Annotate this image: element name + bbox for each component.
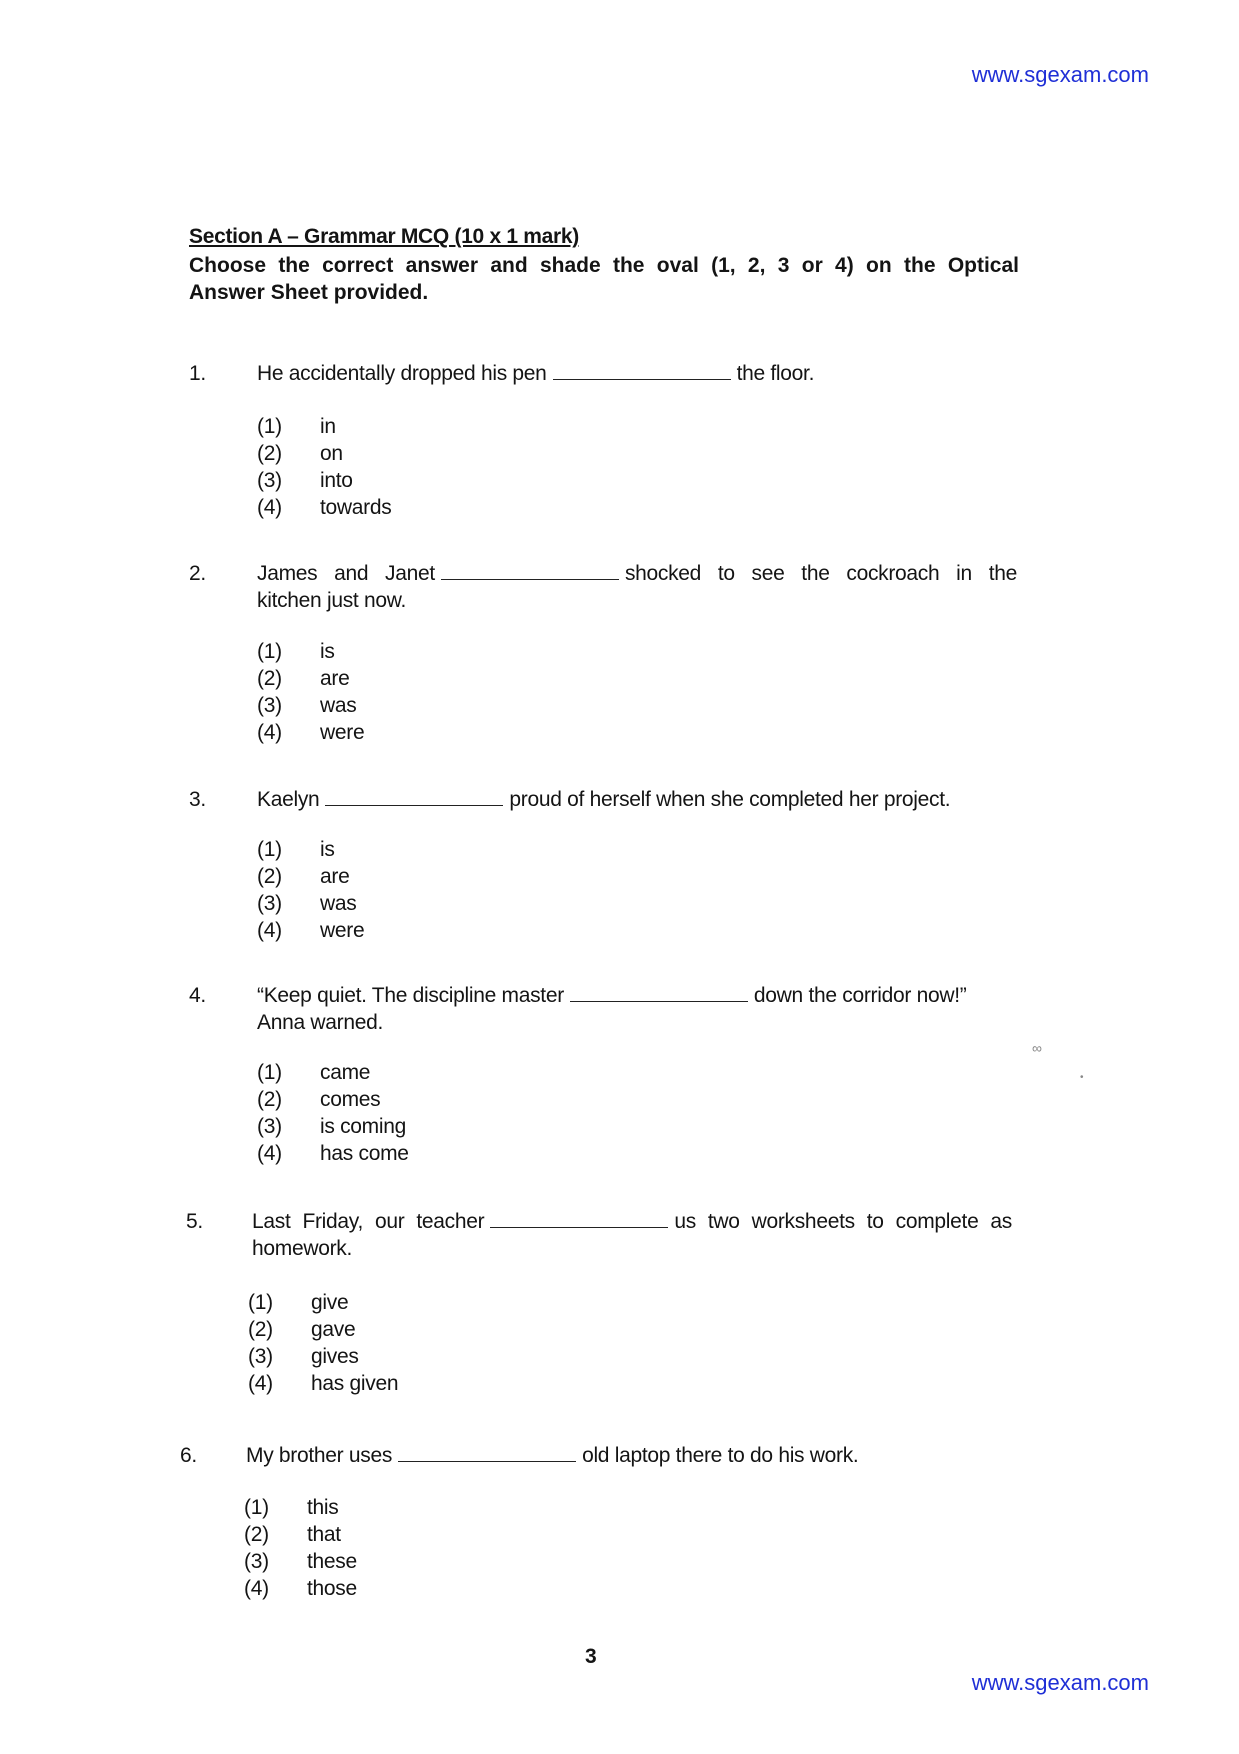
- option-text: are: [320, 865, 350, 888]
- option-number: (1): [257, 1061, 282, 1084]
- watermark-top[interactable]: www.sgexam.com: [971, 62, 1149, 87]
- option-number: (3): [257, 694, 282, 717]
- answer-blank: [398, 1443, 576, 1462]
- option-text: is: [320, 640, 335, 663]
- question-text-before: Kaelyn: [257, 788, 320, 811]
- option-number: (2): [257, 1088, 282, 1111]
- option-number: (4): [257, 721, 282, 744]
- question-text: [257, 786, 1017, 813]
- question-5: [186, 1208, 1026, 1408]
- question-text-after: down the corridor now!”: [753, 984, 967, 1007]
- option-number: (1): [257, 838, 282, 861]
- question-text-before: My brother uses: [246, 1444, 393, 1467]
- question-text: [257, 982, 1017, 1036]
- option-text: in: [320, 415, 336, 438]
- option-number: (3): [257, 469, 282, 492]
- option-number: (2): [248, 1318, 273, 1341]
- section-title: Section A – Grammar MCQ (10 x 1 mark): [189, 225, 579, 248]
- option-number: (1): [257, 415, 282, 438]
- question-number: 4.: [189, 984, 206, 1007]
- option-text: towards: [320, 496, 392, 519]
- question-2: [189, 560, 1029, 760]
- option-number: (3): [244, 1550, 269, 1573]
- answer-blank: [441, 561, 619, 580]
- option-text: has come: [320, 1142, 409, 1165]
- question-text-before: “Keep quiet. The discipline master: [257, 984, 564, 1007]
- answer-blank: [570, 983, 748, 1002]
- option-number: (4): [257, 496, 282, 519]
- scan-speck: ∞: [1032, 1040, 1042, 1056]
- option-number: (1): [257, 640, 282, 663]
- option-number: (4): [257, 1142, 282, 1165]
- question-number: 5.: [186, 1210, 203, 1233]
- question-text-before: Last Friday, our teacher: [252, 1210, 485, 1233]
- option-text: comes: [320, 1088, 381, 1111]
- question-3: [189, 786, 1029, 956]
- option-text: were: [320, 919, 365, 942]
- option-number: (2): [257, 667, 282, 690]
- option-text: came: [320, 1061, 371, 1084]
- section-instruction: [189, 252, 1019, 306]
- option-text: was: [320, 694, 357, 717]
- option-text: was: [320, 892, 357, 915]
- option-number: (3): [257, 892, 282, 915]
- option-text: on: [320, 442, 343, 465]
- question-text-continuation: Anna warned.: [257, 1011, 383, 1034]
- option-number: (2): [244, 1523, 269, 1546]
- option-text: give: [311, 1291, 349, 1314]
- option-text: is: [320, 838, 335, 861]
- answer-blank: [490, 1209, 668, 1228]
- question-number: 1.: [189, 362, 206, 385]
- option-number: (2): [257, 442, 282, 465]
- option-number: (1): [244, 1496, 269, 1519]
- question-text: [257, 560, 1017, 614]
- option-text: is coming: [320, 1115, 406, 1138]
- question-1: [189, 360, 1029, 530]
- option-text: are: [320, 667, 350, 690]
- option-text: this: [307, 1496, 339, 1519]
- answer-blank: [325, 787, 503, 806]
- option-number: (4): [257, 919, 282, 942]
- question-text-after: shocked to see the cockroach in the: [624, 562, 1017, 585]
- question-text-after: proud of herself when she completed her project.: [509, 788, 951, 811]
- question-text: [252, 1208, 1012, 1262]
- question-number: 6.: [180, 1444, 197, 1467]
- option-text: these: [307, 1550, 357, 1573]
- question-text-continuation: homework.: [252, 1237, 353, 1260]
- question-text-after: old laptop there to do his work.: [582, 1444, 859, 1467]
- option-text: were: [320, 721, 365, 744]
- question-text-continuation: kitchen just now.: [257, 589, 406, 612]
- option-number: (1): [248, 1291, 273, 1314]
- question-text-before: James and Janet: [257, 562, 435, 585]
- option-text: into: [320, 469, 353, 492]
- option-number: (3): [257, 1115, 282, 1138]
- question-text: [246, 1442, 1006, 1469]
- option-text: that: [307, 1523, 341, 1546]
- question-text-before: He accidentally dropped his pen: [257, 362, 547, 385]
- option-text: gives: [311, 1345, 359, 1368]
- option-number: (3): [248, 1345, 273, 1368]
- option-text: gave: [311, 1318, 356, 1341]
- question-text: [257, 360, 1017, 387]
- instruction-line-2: Answer Sheet provided.: [189, 281, 429, 304]
- question-text-after: us two worksheets to complete as: [674, 1210, 1013, 1233]
- watermark-bottom[interactable]: www.sgexam.com: [971, 1670, 1149, 1695]
- question-4: [189, 982, 1029, 1182]
- option-number: (2): [257, 865, 282, 888]
- option-number: (4): [244, 1577, 269, 1600]
- question-number: 3.: [189, 788, 206, 811]
- instruction-line-1: Choose the correct answer and shade the oval (1, 2, 3 or 4) on the Optical: [189, 254, 1019, 277]
- scan-speck: •: [1080, 1072, 1084, 1083]
- question-number: 2.: [189, 562, 206, 585]
- answer-blank: [553, 361, 731, 380]
- option-text: has given: [311, 1372, 399, 1395]
- option-number: (4): [248, 1372, 273, 1395]
- option-text: those: [307, 1577, 357, 1600]
- question-text-after: the floor.: [736, 362, 815, 385]
- question-6: [180, 1442, 1020, 1612]
- page-number: 3: [585, 1645, 597, 1668]
